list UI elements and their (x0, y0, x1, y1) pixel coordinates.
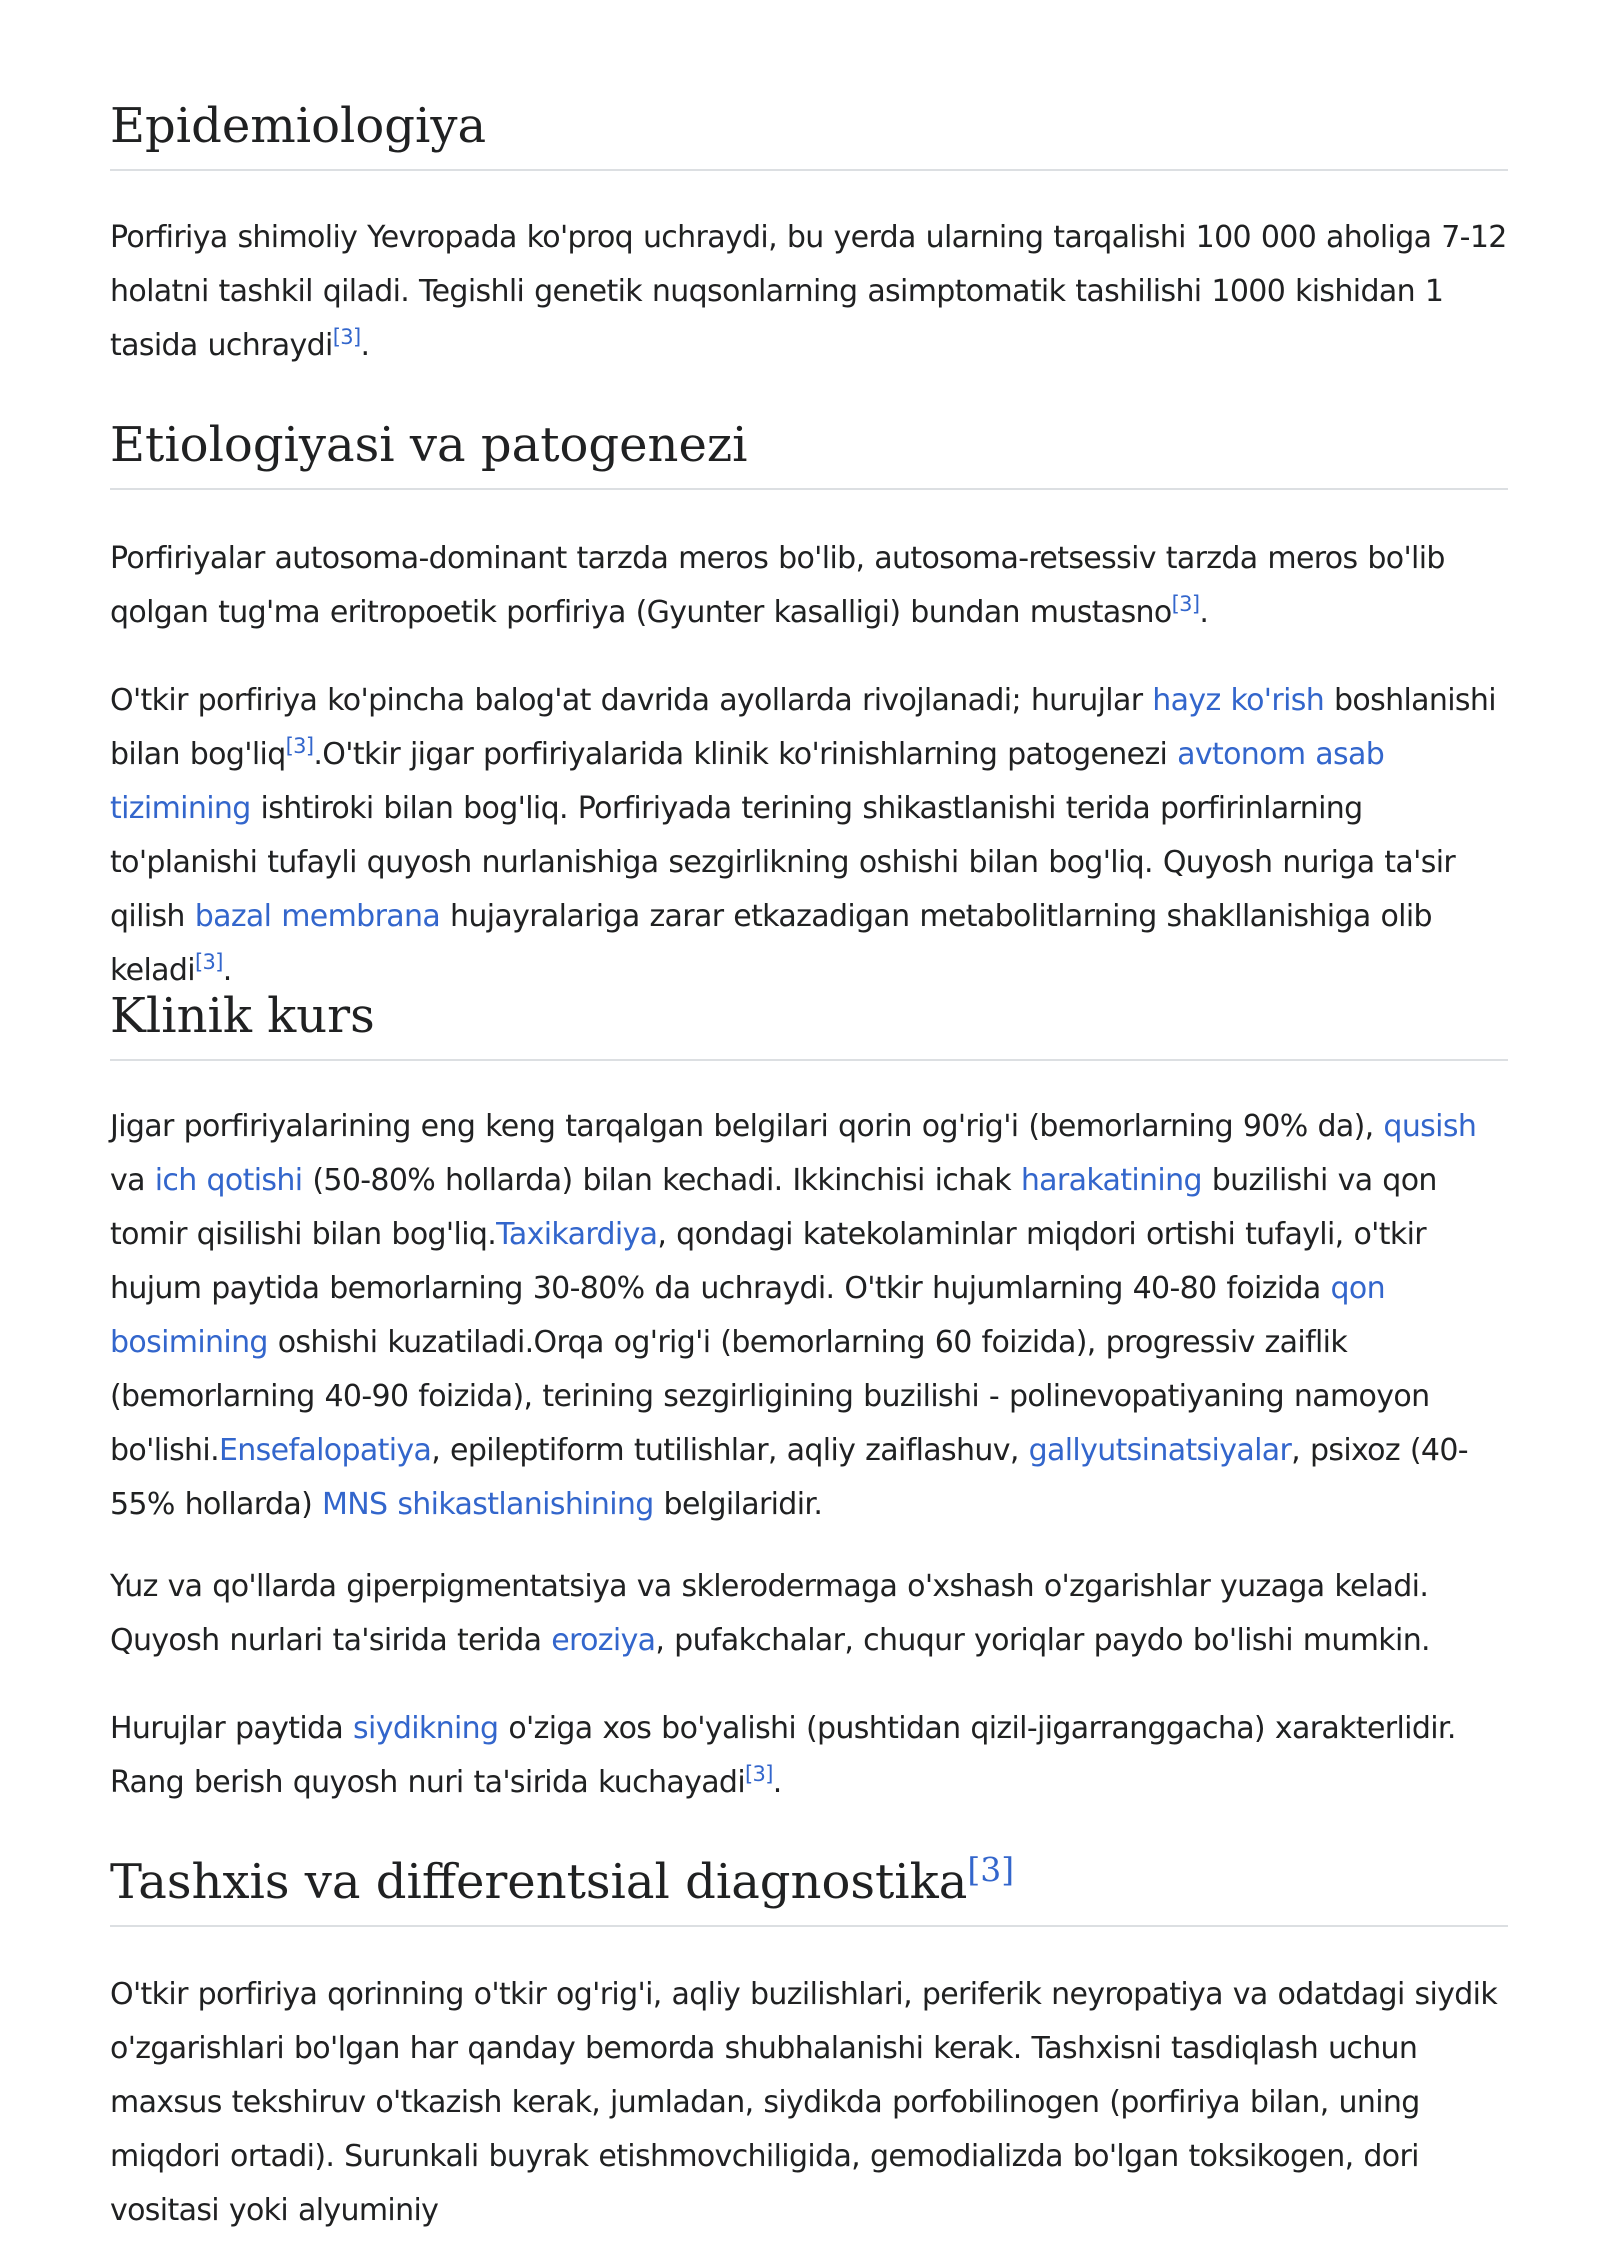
text-run: oshishi kuzatiladi.Orqa og'rig'i (bemorlarning 60 foizida), progressiv zaiflik (bemorlarning 40-90 foizida), terining sezgirligining buzilishi - polinevopatiyaning namoyon bo'lishi. (110, 1325, 1430, 1468)
text-run: Jigar porfiriyalarining eng keng tarqalgan belgilari qorin og'rig'i (bemorlarning 90% da), (110, 1109, 1384, 1144)
text-run: boshlanishi bilan bog'liq (110, 683, 1496, 772)
text-run: belgilaridir. (653, 1487, 823, 1522)
heading-epidemiologiya (110, 97, 1508, 171)
paragraph-etiology-2 (110, 674, 1508, 998)
text-run: , psixoz (40-55% hollarda) (110, 1433, 1468, 1522)
reference-link[interactable]: [3] (967, 1850, 1015, 1889)
text-run: , pufakchalar, chuqur yoriqlar paydo bo'lishi mumkin. (655, 1623, 1430, 1658)
reference-3[interactable] (286, 734, 314, 758)
paragraph-etiology-1 (110, 532, 1508, 640)
text-run: o'ziga xos bo'yalishi (pushtidan qizil-jigarranggacha) xarakterlidir. Rang berish quyosh nuri ta'sirida kuchayadi (110, 1711, 1456, 1800)
link-gallyutsinatsiyalar[interactable]: gallyutsinatsiyalar (1028, 1433, 1292, 1468)
reference-link[interactable]: [3] (1171, 592, 1200, 616)
reference-3[interactable] (1172, 592, 1200, 616)
link-eroziya[interactable]: eroziya (551, 1623, 656, 1658)
text-run: va (110, 1163, 155, 1198)
heading-text: Tashxis va differentsial diagnostika (110, 1854, 968, 1910)
link-bazal-membrana[interactable]: bazal membrana (194, 899, 441, 934)
text-run: O'tkir porfiriya ko'pincha balog'at davrida ayollarda rivojlanadi; hurujlar (110, 683, 1153, 718)
link-qon-bosimining[interactable]: qon bosimining (110, 1271, 1385, 1360)
paragraph-clinical-1 (110, 1100, 1508, 1532)
text-run: .O'tkir jigar porfiriyalarida klinik ko'rinishlarning patogenezi (313, 737, 1178, 772)
paragraph-diagnosis-1 (110, 1968, 1508, 2238)
text-run: Hurujlar paytida (110, 1711, 354, 1746)
heading-text: Epidemiologiya (110, 98, 487, 154)
heading-text: Klinik kurs (110, 988, 375, 1044)
paragraph-epidemiology (110, 211, 1508, 373)
text-run: . (772, 1765, 782, 1800)
link-harakatining[interactable]: harakatining (1020, 1163, 1202, 1198)
link-mns-shikastlanishining[interactable]: MNS shikastlanishining (322, 1487, 654, 1522)
heading-etiologiyasi (110, 416, 1508, 490)
heading-tashxis (110, 1850, 1508, 1927)
text-run: . (360, 328, 370, 363)
text-run: ishtiroki bilan bog'liq. Porfiriyada terining shikastlanishi terida porfirinlarning to'planishi tufayli quyosh nurlanishiga sezgirlikning oshishi bilan bog'liq. Quyosh nuriga ta'sir qilish (110, 791, 1456, 934)
text-run: O'tkir porfiriya qorinning o'tkir og'rig'i, aqliy buzilishlari, periferik neyropatiya va odatdagi siydik o'zgarishlari bo'lgan har qanday bemorda shubhalanishi kerak. Tashxisni tasdiqlash uchun maxsus tekshiruv o'tkazish kerak, jumladan, siydikda porfobilinogen (porfiriya bilan, uning miqdori ortadi). Surunkali buyrak etishmovchiligida, gemodializda bo'lgan toksikogen, dori vositasi yoki alyuminiy (110, 1977, 1498, 2228)
reference-link[interactable]: [3] (332, 325, 361, 349)
text-run: . (1199, 595, 1209, 630)
text-run: Yuz va qo'llarda giperpigmentatsiya va sklerodermaga o'xshash o'zgarishlar yuzaga keladi. Quyosh nurlari ta'sirida terida (110, 1569, 1429, 1658)
link-siydikning[interactable]: siydikning (353, 1711, 499, 1746)
reference-3[interactable] (967, 1850, 1014, 1889)
text-run: Porfiriyalar autosoma-dominant tarzda meros bo'lib, autosoma-retsessiv tarzda meros bo'lib qolgan tug'ma eritropoetik porfiriya (Gyunter kasalligi) bundan mustasno (110, 541, 1445, 630)
text-run: , qondagi katekolaminlar miqdori ortishi tufayli, o'tkir hujum paytida bemorlarning 30-80% da uchraydi. O'tkir hujumlarning 40-80 foizida (110, 1217, 1426, 1306)
reference-3[interactable] (333, 325, 361, 349)
reference-3[interactable] (745, 1762, 773, 1786)
paragraph-clinical-3 (110, 1702, 1508, 1810)
link-ensefalopatiya[interactable]: Ensefalopatiya (218, 1433, 432, 1468)
reference-3[interactable] (195, 950, 223, 974)
text-run: . (222, 953, 232, 988)
text-run: Porfiriya shimoliy Yevropada ko'proq uchraydi, bu yerda ularning tarqalishi 100 000 aholiga 7-12 holatni tashkil qiladi. Tegishli genetik nuqsonlarning asimptomatik tashilishi 1000 kishidan 1 tasida uchraydi (110, 220, 1507, 363)
text-run: buzilishi va qon tomir qisilishi bilan bog'liq. (110, 1163, 1437, 1252)
reference-link[interactable]: [3] (194, 950, 223, 974)
heading-klinik-kurs (110, 987, 1508, 1061)
text-run: hujayralariga zarar etkazadigan metabolitlarning shakllanishiga olib keladi (110, 899, 1432, 988)
paragraph-clinical-2 (110, 1560, 1508, 1668)
text-run: (50-80% hollarda) bilan kechadi. Ikkinchisi ichak (302, 1163, 1021, 1198)
reference-link[interactable]: [3] (745, 1762, 773, 1786)
reference-link[interactable]: [3] (285, 734, 314, 758)
link-ich-qotishi[interactable]: ich qotishi (154, 1163, 303, 1198)
link-hayz-korish[interactable]: hayz ko'rish (1152, 683, 1325, 718)
text-run: , epileptiform tutilishlar, aqliy zaiflashuv, (431, 1433, 1029, 1468)
link-taxikardiya[interactable]: Taxikardiya (496, 1217, 658, 1252)
link-avtonom-asab-tizimining[interactable]: avtonom asab tizimining (110, 737, 1385, 826)
heading-text: Etiologiyasi va patogenezi (110, 417, 748, 473)
link-qusish[interactable]: qusish (1383, 1109, 1477, 1144)
